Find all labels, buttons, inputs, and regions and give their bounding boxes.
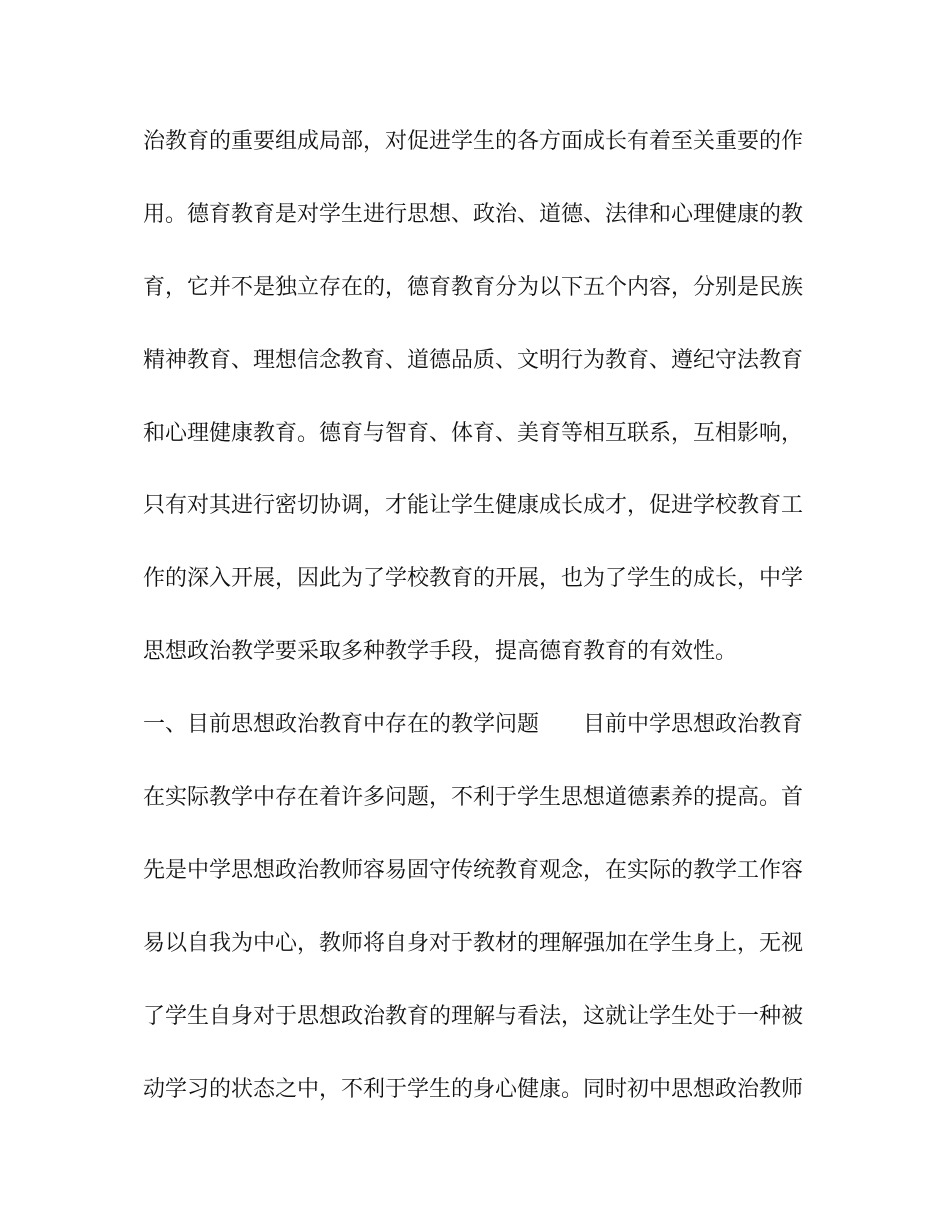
paragraph-line: 先是中学思想政治教师容易固守传统教育观念，在实际的教学工作容 [143, 857, 804, 883]
paragraph-line: 治教育的重要组成局部，对促进学生的各方面成长有着至关重要的作 [143, 129, 804, 154]
paragraph-line: 用。德育教育是对学生进行思想、政治、道德、法律和心理健康的教 [143, 201, 804, 227]
paragraph-line: 作的深入开展，因此为了学校教育的开展，也为了学生的成长，中学 [143, 566, 804, 592]
paragraph-line: 精神教育、理想信念教育、道德品质、文明行为教育、遵纪守法教育 [143, 347, 804, 373]
paragraph-line: 思想政治教学要采取多种教学手段，提高德育教育的有效性。 [143, 639, 738, 665]
paragraph-line: 和心理健康教育。德育与智育、体育、美育等相互联系，互相影响， [143, 420, 804, 446]
section-lead-text: 目前中学思想政治教育 [583, 712, 804, 738]
body-text [143, 118, 803, 1138]
paragraph-line: 了学生自身对于思想政治教育的理解与看法，这就让学生处于一种被 [143, 1003, 804, 1029]
paragraph-line: 动学习的状态之中，不利于学生的身心健康。同时初中思想政治教师 [143, 1076, 804, 1102]
section-heading-line [143, 701, 803, 774]
paragraph-line: 育，它并不是独立存在的，德育教育分为以下五个内容，分别是民族 [143, 274, 804, 300]
paragraph-line: 只有对其进行密切协调，才能让学生健康成长成才，促进学校教育工 [143, 493, 804, 519]
paragraph-line: 在实际教学中存在着许多问题，不利于学生思想道德素养的提高。首 [143, 785, 804, 811]
paragraph-line: 易以自我为中心，教师将自身对于教材的理解强加在学生身上，无视 [143, 930, 804, 956]
section-heading: 一、目前思想政治教育中存在的教学问题 [143, 712, 540, 738]
